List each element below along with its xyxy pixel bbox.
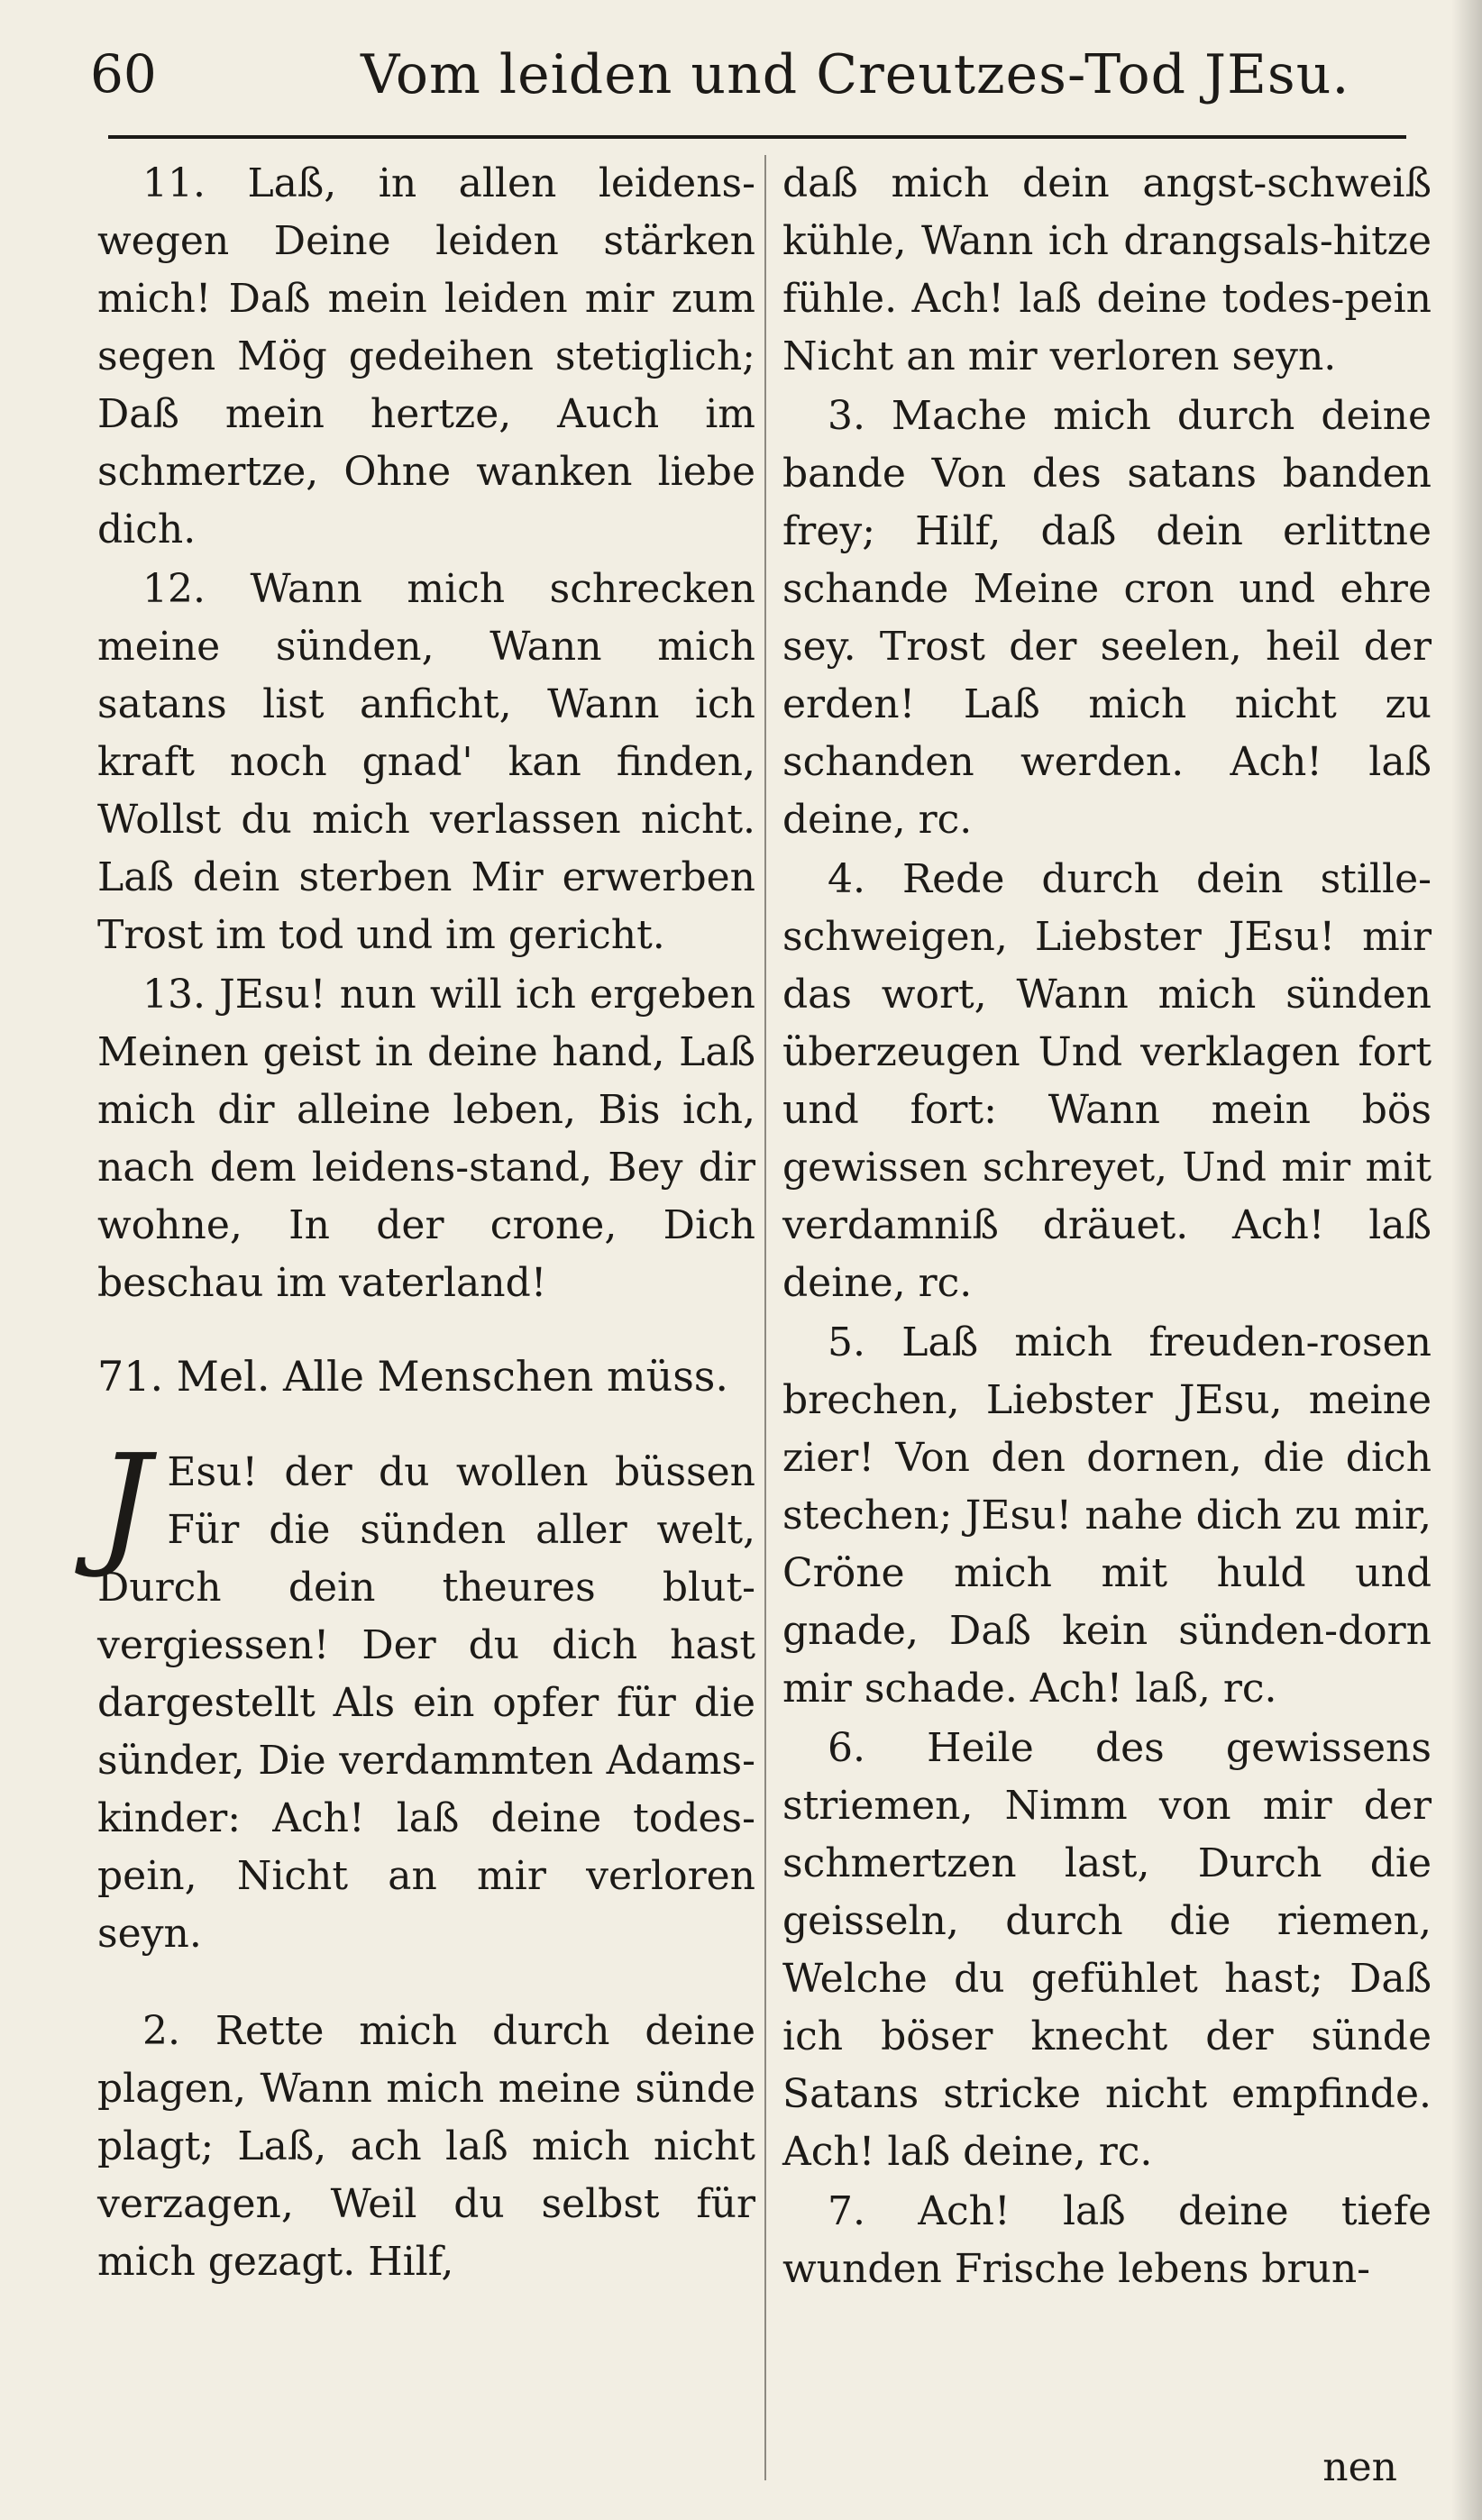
drop-cap: J bbox=[97, 1426, 151, 1581]
stanza-text: Laß mich freuden-rosen brechen, Liebster JEsu, meine zier! Von den dornen, die dich stechen; JEsu! nahe dich zu mir, Cröne mich mit huld und gnade, Daß kein sünden-dorn mir schade. Ach! laß, rc. bbox=[782, 1319, 1432, 1712]
left-column bbox=[97, 155, 755, 2293]
catchword: nen bbox=[1322, 2444, 1397, 2490]
stanza-text: JEsu! nun will ich ergeben Meinen geist in deine hand, Laß mich dir alleine leben, Bis ich, nach dem leidens-stand, Bey dir wohne, In der crone, Dich beschau im vaterland! bbox=[97, 972, 755, 1306]
stanza-11 bbox=[97, 155, 755, 559]
stanza-6 bbox=[782, 1720, 1432, 2181]
stanza-number: 2. bbox=[142, 2008, 180, 2054]
stanza-text: Rette mich durch deine plagen, Wann mich meine sünde plagt; Laß, ach laß mich nicht verzagen, Weil du selbst für mich gezagt. Hilf, bbox=[97, 2008, 755, 2285]
stanza-number: 6. bbox=[828, 1725, 865, 1771]
stanza-number: 11. bbox=[142, 160, 206, 206]
stanza-number: 12. bbox=[142, 566, 206, 612]
stanza-text: Laß, in allen leidens-wegen Deine leiden stärken mich! Daß mein leiden mir zum segen Mög gedeihen stetiglich; Daß mein hertze, Auch im schmertze, Ohne wanken liebe dich. bbox=[97, 160, 755, 552]
stanza-number: 3. bbox=[828, 393, 865, 439]
stanza-number: 5. bbox=[828, 1319, 865, 1365]
stanza-number: 13. bbox=[142, 972, 206, 1018]
page-number: 60 bbox=[90, 43, 157, 105]
stanza-text: Wann mich schrecken meine sünden, Wann mich satans list anficht, Wann ich kraft noch gnad' kan finden, Wollst du mich verlassen nicht. Laß dein sterben Mir erwerben Trost im tod und im gericht. bbox=[97, 566, 755, 958]
stanza-7 bbox=[782, 2183, 1432, 2298]
header-rule bbox=[108, 135, 1406, 139]
running-title: Vom leiden und Creutzes-Tod JEsu. bbox=[361, 43, 1350, 106]
column-divider bbox=[764, 155, 766, 2480]
page-header bbox=[90, 34, 1388, 115]
stanza-2 bbox=[97, 2003, 755, 2291]
stanza-4 bbox=[782, 851, 1432, 1312]
stanza-13 bbox=[97, 966, 755, 1312]
stanza-number: 4. bbox=[828, 856, 865, 902]
stanza-text: Esu! der du wollen büssen Für die sünden aller welt, Durch dein theures blut-vergiessen! Der du dich hast dargestellt Als ein opfer für die sünder, Die verdammten Adams-kinder: Ach! laß deine todes-pein, Nicht an mir verloren seyn. bbox=[97, 1449, 755, 1957]
stanza-5 bbox=[782, 1314, 1432, 1718]
stanza-text: daß mich dein angst-schweiß kühle, Wann ich drangsals-hitze fühle. Ach! laß deine todes-pein Nicht an mir verloren seyn. bbox=[782, 160, 1432, 379]
right-column bbox=[782, 155, 1432, 2300]
stanza-text: Heile des gewissens striemen, Nimm von mir der schmertzen last, Durch die geisseln, durch die riemen, Welche du gefühlet hast; Daß ich böser knecht der sünde Satans stricke nicht empfinde. Ach! laß deine, rc. bbox=[782, 1725, 1432, 2175]
stanza-number: 7. bbox=[828, 2188, 865, 2234]
hymn-heading: 71. Mel. Alle Menschen müss. bbox=[97, 1352, 729, 1401]
stanza-2-continued bbox=[782, 155, 1432, 386]
hymn-first-stanza bbox=[97, 1426, 755, 1963]
stanza-text: Rede durch dein stille-schweigen, Liebster JEsu! mir das wort, Wann mich sünden überzeugen Und verklagen fort und fort: Wann mein bös gewissen schreyet, Und mir mit verdamniß dräuet. Ach! laß deine, rc. bbox=[782, 856, 1432, 1306]
stanza-text: Ach! laß deine tiefe wunden Frische lebens brun- bbox=[782, 2188, 1432, 2292]
page-edge-shadow bbox=[1451, 0, 1482, 2520]
stanza-12 bbox=[97, 561, 755, 964]
stanza-text: Mache mich durch deine bande Von des satans banden frey; Hilf, daß dein erlittne schande Meine cron und ehre sey. Trost der seelen, heil der erden! Laß mich nicht zu schanden werden. Ach! laß deine, rc. bbox=[782, 393, 1432, 843]
stanza-3 bbox=[782, 388, 1432, 849]
